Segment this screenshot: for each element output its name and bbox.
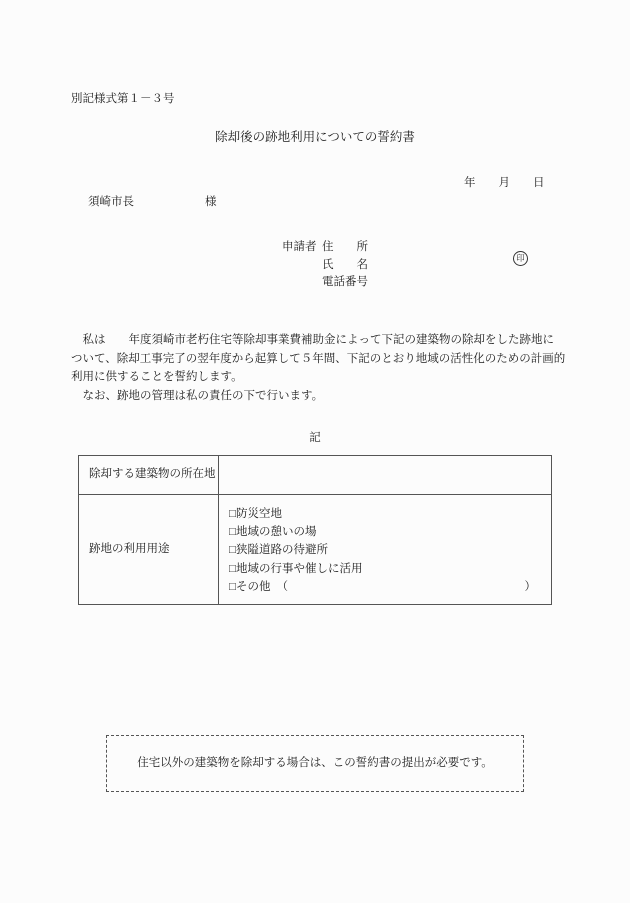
seal-mark-icon: 印 [513,251,528,266]
checkbox-icon: □ [229,562,236,575]
location-label: 除却する建築物の所在地 [79,456,219,494]
table-row-location [79,456,551,495]
pledge-body-line: なお、跡地の管理は私の責任の下で行います。 [71,389,324,402]
note-text: 住宅以外の建築物を除却する場合は、この誓約書の提出が必要です。 [137,756,493,769]
form-number: 別記様式第１－３号 [71,93,175,105]
phone-label: 電話番号 [322,276,368,288]
usage-option-label: 地域の憩いの場 [235,526,317,539]
usage-option [229,523,551,541]
fill-in-space [288,578,525,596]
usage-option [229,560,551,578]
address-label: 住 所 [322,241,368,253]
form-table [78,455,552,605]
applicant-address-row [282,239,368,257]
close-paren: ） [524,580,536,593]
location-value-cell [219,456,551,494]
checkbox-icon: □ [229,580,236,593]
table-row-usage [79,495,551,604]
usage-option-other [229,578,551,596]
usage-option-label: その他 [235,580,271,593]
usage-option-label: 狭隘道路の待避所 [235,544,328,557]
pledge-body-line: 私は 年度須崎市老朽住宅等除却事業費補助金によって下記の建築物の除却をした跡地に [71,334,554,346]
pledge-body [71,331,565,405]
pledge-body-line: ついて、除却工事完了の翌年度から起算して５年間、下記のとおり地域の活性化のための計画的 [71,352,566,365]
applicant-label: 申請者 [282,241,317,253]
checkbox-icon: □ [229,508,236,520]
addressee-name: 須崎市長 [88,196,134,208]
usage-option [229,505,551,523]
record-heading: 記 [309,432,321,444]
checkbox-icon: □ [229,526,236,539]
name-label: 氏 名 [322,258,368,271]
usage-option [229,541,551,559]
document-title: 除却後の跡地利用についての誓約書 [215,130,415,144]
pledge-body-line: 利用に供することを誓約します。 [71,371,243,383]
usage-option-label: 防災空地 [235,508,282,520]
usage-option-label: 地域の行事や催しに活用 [235,562,363,575]
applicant-block [282,239,368,292]
open-paren: （ [276,580,288,593]
usage-label: 跡地の利用用途 [79,495,219,604]
date-line: 年 月 日 [464,177,545,189]
usage-options-cell [219,495,551,604]
applicant-phone-row [282,274,368,292]
addressee-honorific: 様 [205,196,217,208]
note-box [106,735,524,792]
applicant-name-row [282,257,368,275]
checkbox-icon: □ [229,544,236,557]
